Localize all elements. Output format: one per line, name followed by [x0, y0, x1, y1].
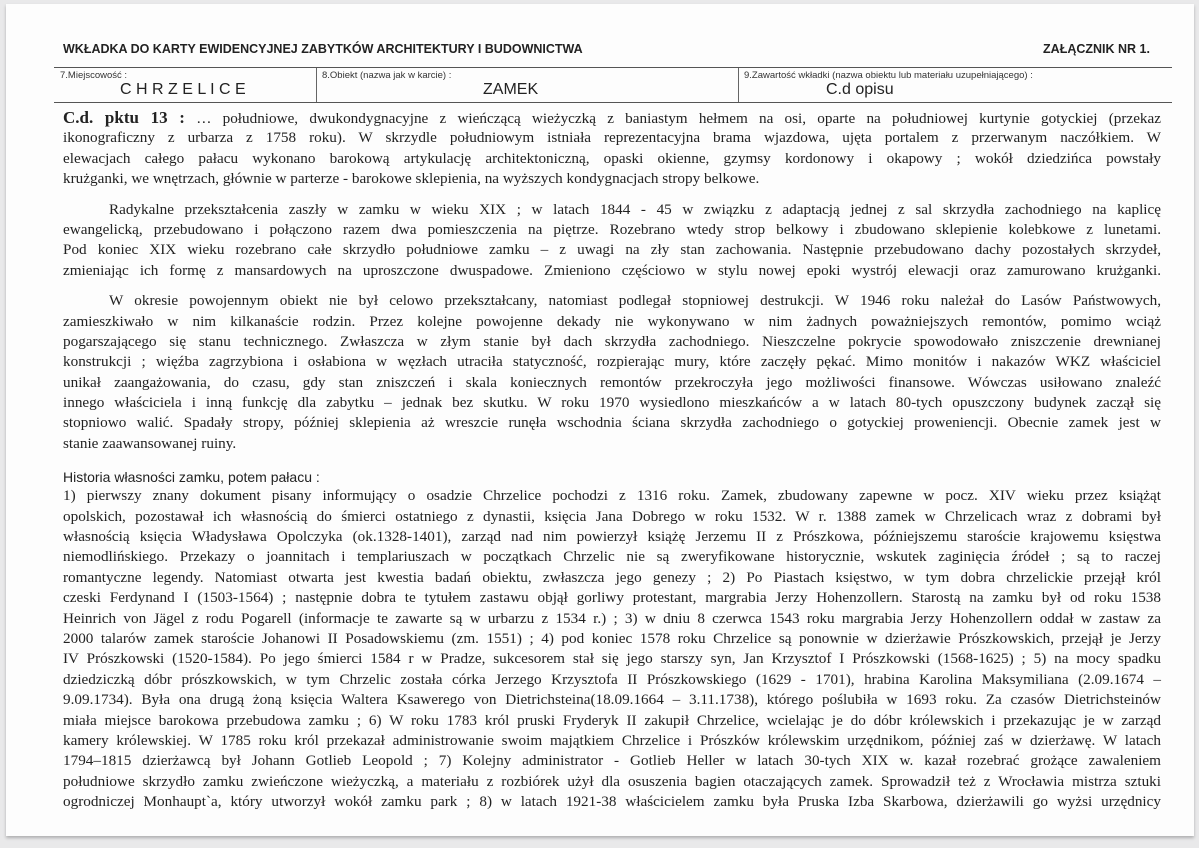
text-line [63, 649, 1161, 669]
text-line [63, 393, 1161, 413]
line-text: ikonograficzny z urbarza z 1758 roku). W skrzydle południowym istniała reprezentacyjna brama wjazdowa, ujęta portalem z przerwanym naczółkiem. W [63, 129, 1161, 147]
text-line [63, 527, 1161, 547]
text-line [63, 200, 1161, 220]
line-text: ewangelicką, przebudowano i połączono razem dwa pomieszczenia na piętrze. Rozebrano wtedy strop belkowy i zbudowano sklepienie kolebkowe z lunetami. [63, 220, 1161, 238]
line-text: 1) pierwszy znany dokument pisany informujący o osadzie Chrzelice pochodzi z 1316 roku. Zamek, zbudowany zapewne w pocz. XIV wieku przez książąt [63, 487, 1161, 505]
field-label: 8.Obiekt (nazwa jak w karcie) : [322, 70, 452, 81]
line-text: Heinrich von Jägel z rodu Pogarell (informacje te zawarte są w urbarzu z 1534 r.) ; 3) w dniu 8 czerwca 1543 roku margrabia Jerzy Hohenzollern oddał w zastaw za [63, 609, 1161, 627]
text-line [63, 240, 1161, 260]
line-text: 2000 talarów zamek staroście Johanowi II Posadowskiemu (zm. 1551) ; 4) pod koniec 1578 roku Chrzelice są ponownie w dzierżawie Prószkowskich, przejął je Jerzy [63, 629, 1161, 647]
field-object [316, 68, 739, 102]
text-line [63, 291, 1161, 311]
text-line [63, 434, 1161, 454]
field-value: C.d opisu [826, 81, 894, 98]
text-line [63, 149, 1161, 169]
line-text: czeski Ferdynand I (1503-1564) ; następnie dobra te tytułem zastawu objął gorliwy protestant, margrabia Jerzy Hohenzollern. Starostą na zamku był od roku 1538 [63, 589, 1161, 607]
line-text: Pod koniec XIX wieku rozebrano całe skrzydło południowe zamku – z uwagi na zły stan zachowania. Następnie przebudowano dachy pozostałych skrzydeł, [63, 241, 1161, 259]
line-text: … południowe, dwukondygnacyjne z wieńczącą wieżyczką z baniastym hełmem na osi, oparte na południowej kurtynie gotyckiej (przekaz [196, 110, 1162, 127]
line-text: Radykalne przekształcenia zaszły w zamku w wieku XIX ; w latach 1844 - 45 w związku z adaptacją jednej z sal skrzydła zachodniego na kaplicę [109, 200, 1161, 218]
text-line [63, 629, 1161, 649]
text-line [63, 731, 1161, 751]
document-header [63, 42, 1150, 56]
line-text: 1794–1815 dzierżawcą był Johann Gotlieb Leopold ; 7) Kolejny administrator - Gotlieb Heller w latach 30-tych XIX w. kazał rozebrać grożące zawaleniem [63, 752, 1161, 770]
line-text: stanie zaawansowanej ruiny. [63, 434, 237, 452]
text-line [63, 568, 1161, 588]
document-body [63, 108, 1161, 813]
line-text: unikał zaangażowania, do czasu, gdy stan zniszczeń i skala koniecznych remontów przekroczyła jego możliwości finansowe. Wówczas usiłowano znaleźć [63, 373, 1161, 391]
text-line [63, 128, 1161, 148]
text-line [63, 108, 1161, 128]
text-line [63, 352, 1161, 372]
line-text: zmieniając ich formę z mansardowych na uproszczone dwuspadowe. Zmieniono częściowo w stylu nowej epoki wystrój elewacji oraz zamurowano krużganki. [63, 261, 1161, 279]
line-text: zamieszkiwało w nim kilkanaście rodzin. Przez kolejne powojenne dekady nie wykonywano w nim żadnych poważniejszych remontów, pomimo wciąż [63, 312, 1161, 330]
history-heading: Historia własności zamku, potem pałacu : [63, 469, 320, 486]
line-text: własnością księcia Władysława Opolczyka (ok.1328-1401), zarząd nad nim powierzył książę Jerzemu II z Prószkowa, późniejszemu staroście krajowemu księstwa [63, 528, 1161, 546]
text-line [63, 220, 1161, 240]
paragraph-3 [63, 291, 1161, 454]
field-label: 7.Miejscowość : [60, 70, 128, 81]
paragraph-1 [63, 108, 1161, 190]
line-text: pogarszającego się stanu technicznego. Zwłaszcza w złym stanie był dach skrzydła zachodniego. Nieszczelne pokrycie spowodowało zniszczenie drewnianej [63, 332, 1161, 350]
section-lead: C.d. pktu 13 : [63, 108, 185, 127]
fields-table [54, 67, 1172, 103]
line-text: stopniowo walić. Spadały stropy, później sklepienia aż wreszcie runęła wschodnia ściana skrzydła zachodniego o gotyckiej proweniencji. Obecnie zamek jest w [63, 414, 1161, 432]
line-text: dziedziczką dóbr prószkowskich, w tym Chrzelic została córka Jerzego Krzysztofa II Prószkowskiego (1629 - 1701), hrabina Karolina Maksymiliana (2.09.1674 – [63, 670, 1161, 688]
text-line [63, 772, 1161, 792]
field-contents [738, 68, 1172, 102]
text-line [63, 792, 1161, 812]
text-line [63, 588, 1161, 608]
field-label: 9.Zawartość wkładki (nazwa obiektu lub materiału uzupełniającego) : [744, 70, 1033, 81]
document-title: WKŁADKA DO KARTY EWIDENCYJNEJ ZABYTKÓW ARCHITEKTURY I BUDOWNICTWA [63, 42, 583, 56]
text-line [63, 413, 1161, 433]
line-text: miała miejsce barokowa przebudowa zamku ; 6) W roku 1783 król pruski Fryderyk II zakupił Chrzelice, wcielając je do dóbr królewskich i przekazując je w zarząd [63, 711, 1161, 729]
document-page [6, 4, 1194, 836]
line-text: kamery królewskiej. W 1785 roku król przekazał administrowanie swoim majątkiem Chrzelice i Prószków królewskim urzędnikom, później zaś w dzierżawę. W latach [63, 731, 1161, 749]
line-text: W okresie powojennym obiekt nie był celowo przekształcany, natomiast podlegał stopniowej destrukcji. W 1946 roku należał do Lasów Państwowych, [109, 292, 1161, 310]
text-line [63, 751, 1161, 771]
text-line [63, 711, 1161, 731]
text-line [63, 486, 1161, 506]
text-line [63, 609, 1161, 629]
text-line [63, 547, 1161, 567]
line-text: niemodlińskiego. Przekazy o joannitach i templariuszach w początkach Chrzelic nie są zweryfikowane historycznie, wskutek zaginięcia źródeł ; są to raczej [63, 548, 1161, 566]
line-text: IV Prószkowski (1520-1584). Po jego śmierci 1584 r w Pradze, sukcesorem stał się jego starszy syn, Jan Krzysztof I Prószkowski (1568-1625) ; 5) na mocy spadku [63, 650, 1161, 668]
text-line [63, 690, 1161, 710]
line-text: elewacjach całego pałacu wykonano barokową artykulację architektoniczną, opaski okienne, gzymsy kordonowy i okapowy ; wokół dziedzińca powstały [63, 149, 1161, 167]
paragraph-2 [63, 200, 1161, 282]
attachment-number: ZAŁĄCZNIK NR 1. [1043, 42, 1150, 56]
line-text: opolskich, pozostawał ich własnością do śmierci ostatniego z dynastii, księcia Jana Dobrego w roku 1532. W r. 1388 zamek w Chrzelicach wraz z dobrami był [63, 507, 1161, 525]
text-line [63, 670, 1161, 690]
text-line [63, 332, 1161, 352]
line-text: romantyczne legendy. Natomiast otwarta jest kwestia badań obiektu, zwłaszcza jego genezy ; 2) Po Piastach księstwo, w tym dobra chrzelickie przejął król [63, 568, 1161, 586]
line-text: ogrodniczej Monhaupt`a, który utworzył wokół zamku park ; 8) w latach 1921-38 właścicielem zamku była Pruska Izba Skarbowa, dzierżawili go wyżsi urzędnicy [63, 793, 1161, 811]
text-line [63, 261, 1161, 281]
line-text: konstrukcji ; więźba zagrzybiona i osłabiona w węzłach utraciła statyczność, rozpierając mury, które zaczęły pękać. Mimo monitów i nakazów WKZ właściciel [63, 353, 1161, 371]
text-line [63, 507, 1161, 527]
text-line [63, 373, 1161, 393]
line-text: krużganki, we wnętrzach, głównie w parterze - barokowe sklepienia, na wyższych kondygnacjach stropy belkowe. [63, 170, 760, 188]
line-text: innego właściciela i inną funkcję dla zabytku – jednak bez skutku. W roku 1970 wysiedlono mieszkańców a w latach 80-tych opuszczony budynek zaczął się [63, 394, 1161, 412]
field-value: C H R Z E L I C E [120, 81, 246, 98]
text-line [63, 169, 1161, 189]
field-value: ZAMEK [483, 81, 539, 98]
history-text [63, 486, 1161, 812]
line-text: południowe skrzydło zamku zwieńczone wieżyczką, a materiału z rozbiórek użył dla osuszenia bagien otaczających zamek. Sprowadził też z Wrocławia mistrza sztuki [63, 772, 1161, 790]
field-locality [54, 68, 317, 102]
line-text: 9.09.1734). Była ona drugą żoną księcia Waltera Ksawerego von Dietrichsteina(18.09.1664 – 3.11.1738), którego poślubiła w 1693 roku. Za czasów Dietrichsteinów [63, 691, 1161, 709]
text-line [63, 312, 1161, 332]
